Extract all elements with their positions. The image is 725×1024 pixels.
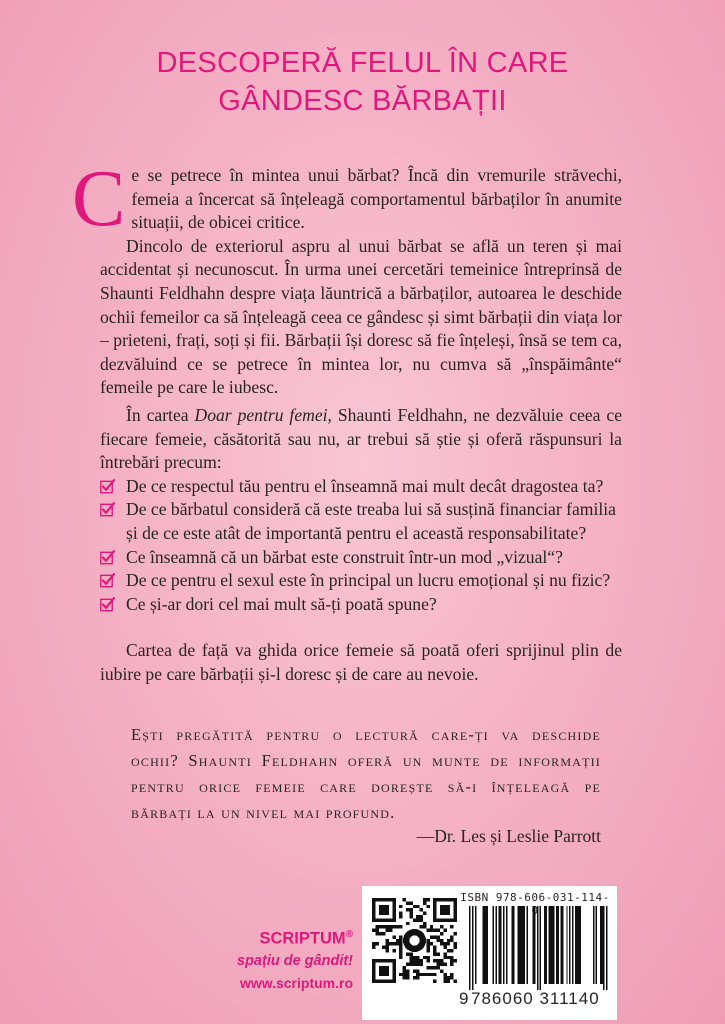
blurb-paragraph-3 [100, 404, 622, 475]
qr-code-icon [372, 898, 457, 983]
blurb-closing: Cartea de față va ghida orice femeie să poată oferi sprijinul plin de iubire pe care bărbații și-l doresc și de care au nevoie. [100, 640, 622, 684]
question-text: De ce respectul tău pentru el înseamnă mai mult decât dragostea ta? [126, 475, 604, 496]
publisher-block [180, 924, 353, 994]
blurb-paragraph-3-text: , Shaunti Feldhahn, ne dezvăluie ceea ce fiecare femeie, căsătorită sau nu, ar trebui să știe și oferă răspunsuri la întrebări precum: [100, 404, 623, 473]
list-item [100, 593, 622, 617]
question-list [100, 475, 622, 617]
list-item [100, 546, 622, 570]
blurb-paragraph-1-text: e se petrece în mintea unui bărbat? Încă din vremurile străvechi, femeia a încercat să înțeleagă comportamentul bărbaților în anumite situații, de obicei critice. [131, 165, 622, 233]
list-item [100, 498, 622, 545]
barcode-icon [469, 906, 609, 990]
isbn-label: ISBN 978-606-031-114- [460, 891, 610, 904]
endorsement-author: —Dr. Les și Leslie Parrott [416, 826, 601, 846]
publisher-name-text: SCRIPTUM [259, 929, 346, 948]
blurb-paragraph-2: Dincolo de exteriorul aspru al unui bărbat se află un teren și mai accidentat și necunoscut. În urma unei cercetări temeinice întreprinsă de Shaunti Feldhahn despre viața lăuntrică a bărbaților, autoarea le deschide ochii femeilor ca să înțeleagă ceea ce gândesc și simt bărbații din viața lor – prieteni, frați, soți și fii. Bărbații își doresc să fie înțeleși, însă se tem ca, dezvăluind ce se petrece în mintea lor, nu cumva să „înspăimânte“ femeile pe care le iubesc. [100, 235, 622, 398]
blurb-paragraph-1 [72, 155, 622, 243]
drop-cap: C [72, 155, 126, 243]
ean-first-digit: 9 [459, 989, 470, 1008]
barcode-panel [362, 886, 617, 1020]
question-text: Ce și-ar dori cel mai mult să-ți poată spune? [126, 593, 437, 614]
checkbox-icon [100, 479, 115, 494]
list-item [100, 569, 622, 593]
ean-digit-groups: 786060 311140 [471, 989, 600, 1008]
question-text: De ce bărbatul consideră că este treaba lui să susțină financiar familia și de ce este atât de importantă pentru el această responsabilitate? [126, 499, 616, 543]
list-item [100, 475, 622, 499]
cover-title-line-1: DESCOPERĂ FELUL ÎN CARE [156, 47, 569, 79]
cover-title-line-2: GÂNDESC BĂRBAȚII [218, 85, 507, 117]
checkbox-icon [100, 573, 115, 588]
checkbox-icon [100, 502, 115, 517]
blurb [72, 155, 623, 686]
question-text: De ce pentru el sexul este în principal un lucru emoțional și nu fizic? [126, 570, 611, 591]
question-text: Ce înseamnă că un bărbat este construit într-un mod „vizual“? [126, 546, 563, 567]
publisher-url: www.scriptum.ro [239, 974, 353, 991]
cover-title [0, 44, 725, 120]
publisher-name [180, 924, 353, 950]
checkbox-icon [100, 550, 115, 565]
book-title: Doar pentru femei [194, 404, 328, 425]
publisher-slogan: spațiu de gândit! [237, 952, 353, 969]
endorsement-quote: Ești pregătită pentru o lectură care-ți va deschide ochii? Shaunti Feldhahn oferă un munte de informații pentru orice femeie care dorește să-i înțeleagă pe bărbați la un nivel mai profund. [131, 725, 601, 822]
registered-mark: ® [345, 929, 353, 940]
checkbox-icon [100, 597, 115, 612]
blurb-paragraph-3-lead: În cartea [126, 404, 195, 425]
